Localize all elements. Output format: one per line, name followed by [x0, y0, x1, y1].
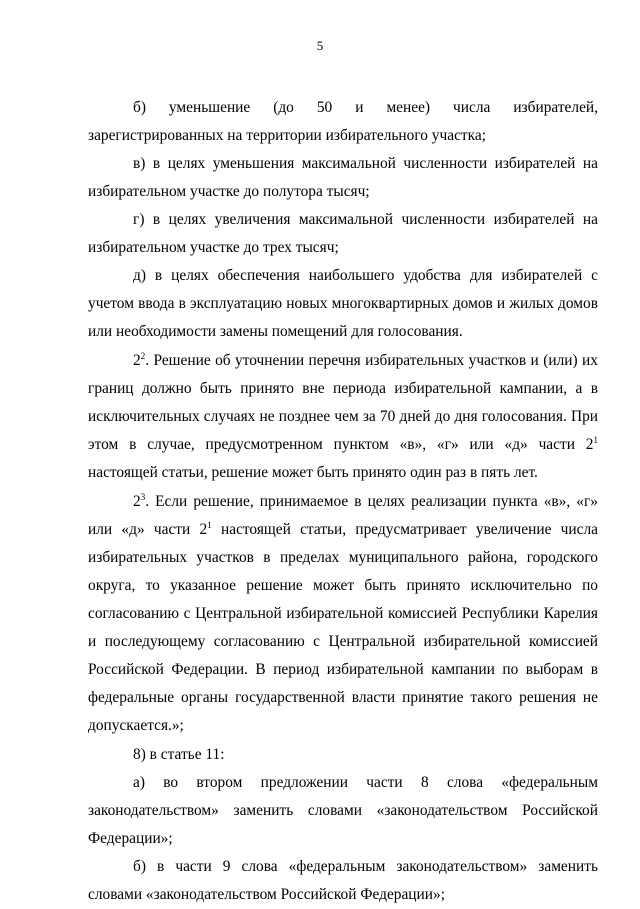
reference-superscript: 1: [593, 434, 598, 445]
paragraph-text: . Если решение, принимаемое в целях реализации пункта «в», «г» или «д» части 2: [88, 493, 598, 538]
paragraph-item-8-a: а) во втором предложении части 8 слова «федеральным законодательством» заменить словами «законодательством Российской Федерации»;: [88, 774, 598, 847]
page-number: 5: [316, 38, 324, 53]
clause-number: 2: [133, 352, 141, 369]
paragraph-text: настоящей статьи, предусматривает увеличение числа избирательных участков в пределах муниципального района, городского округа, то указанное решение может быть принято исключительно по согласованию с Центральной избирательной комиссией Республики Карелия и последующему согласованию с Центральной избирательной комиссией Российской Федерации. В период избирательной кампании по выборам в федеральные органы государственной власти принятие такого решения не допускается.»;: [88, 521, 598, 734]
paragraph-item-8: 8) в статье 11:: [133, 746, 225, 763]
clause-superscript: 3: [140, 491, 146, 502]
paragraph-item-8-b: б) в части 9 слова «федеральным законодательством» заменить словами «законодательством Российской Федерации»;: [88, 858, 598, 903]
paragraph-item-v: в) в целях уменьшения максимальной численности избирателей на избирательном участке до полутора тысяч;: [88, 155, 598, 200]
paragraph-item-d: д) в целях обеспечения наибольшего удобства для избирателей с учетом ввода в эксплуатацию новых многоквартирных домов и жилых домов или необходимости замены помещений для голосования.: [88, 267, 598, 340]
paragraph-text: . Решение об уточнении перечня избирательных участков и (или) их границ должно быть принято вне периода избирательной кампании, а в исключительных случаях не позднее чем за 70 дней до дня голосования. При этом в случае, предусмотренном пунктом «в», «г» или «д» части 2: [88, 352, 598, 453]
clause-number: 2: [133, 493, 141, 510]
paragraph-2-2: [88, 347, 598, 487]
clause-superscript: 2: [140, 350, 146, 361]
paragraph-text: настоящей статьи, решение может быть принято один раз в пять лет.: [88, 464, 538, 481]
paragraph-2-3: [88, 488, 598, 740]
document-body: [88, 94, 598, 909]
paragraph-item-g: г) в целях увеличения максимальной численности избирателей на избирательном участке до трех тысяч;: [88, 211, 598, 256]
paragraph-item-b: б) уменьшение (до 50 и менее) числа избирателей, зарегистрированных на территории избирательного участка;: [88, 99, 598, 144]
reference-superscript: 1: [207, 519, 212, 530]
